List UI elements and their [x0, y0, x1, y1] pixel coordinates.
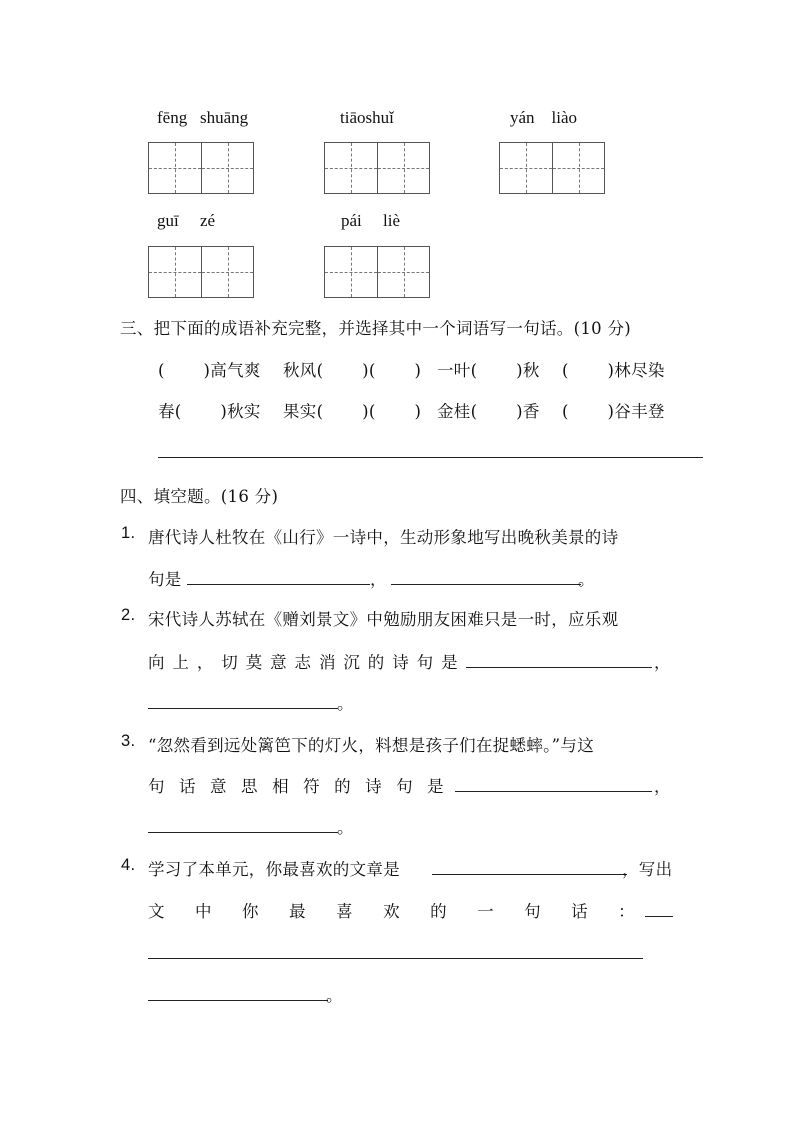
comma: ，: [654, 777, 671, 796]
char: 的: [430, 902, 447, 921]
char: 文: [148, 902, 165, 921]
grid-cell[interactable]: [552, 143, 604, 193]
pinyin-pai-lie: pái liè: [341, 211, 401, 230]
comma: ，: [370, 570, 387, 589]
char: ：: [618, 902, 635, 921]
char: 向: [148, 653, 165, 672]
question-number: 2.: [121, 606, 136, 624]
char: 你: [242, 902, 259, 921]
char: 切: [221, 653, 239, 672]
char: 诗: [392, 653, 410, 672]
grid-cell[interactable]: [149, 143, 201, 193]
grid-cell[interactable]: [149, 247, 201, 297]
grid-cell[interactable]: [377, 247, 429, 297]
period: 。: [337, 694, 354, 713]
idiom-item[interactable]: ( )高气爽: [158, 361, 261, 380]
answer-grid-5[interactable]: [324, 246, 430, 298]
question-number: 3.: [121, 732, 136, 750]
answer-grid-3[interactable]: [499, 142, 605, 194]
char: 符: [303, 777, 320, 796]
q4-suffix: ，写出: [622, 860, 673, 879]
char: 话: [571, 902, 588, 921]
char: 的: [367, 653, 385, 672]
grid-cell[interactable]: [377, 143, 429, 193]
char: 意: [210, 777, 227, 796]
char: 相: [272, 777, 289, 796]
q2-blank-2[interactable]: [148, 708, 338, 709]
idiom-item[interactable]: 春( )秋实: [158, 402, 261, 421]
q2-blank-1[interactable]: [466, 667, 652, 668]
idiom-item[interactable]: 果实( )( ): [283, 402, 422, 421]
period: 。: [337, 818, 354, 837]
q4-line2: [148, 898, 635, 922]
period: 。: [578, 570, 595, 589]
char: ，: [196, 653, 214, 672]
char: 莫: [245, 653, 263, 672]
char: 喜: [336, 902, 353, 921]
comma: ，: [654, 653, 671, 672]
char: 上: [172, 653, 190, 672]
grid-cell[interactable]: [325, 247, 377, 297]
char: 句: [524, 902, 541, 921]
char: 思: [241, 777, 258, 796]
char: 意: [270, 653, 287, 672]
q4-blank-2[interactable]: [148, 958, 643, 959]
char: 句: [396, 777, 413, 796]
pinyin-gui-ze: guī zé: [157, 211, 216, 230]
char: 欢: [383, 902, 400, 921]
char: 句: [148, 777, 165, 796]
answer-grid-4[interactable]: [148, 246, 254, 298]
idiom-item[interactable]: ( )谷丰登: [562, 402, 665, 421]
q1-blank-1[interactable]: [187, 584, 370, 585]
char: 最: [289, 902, 306, 921]
sentence-answer-line[interactable]: [158, 457, 703, 458]
q3-text: “忽然看到远处篱笆下的灯火，料想是孩子们在捉蟋蟀。”与这: [148, 736, 595, 755]
grid-cell[interactable]: [500, 143, 552, 193]
char: 志: [294, 653, 312, 672]
q4-prefix: 学习了本单元，你最喜欢的文章是: [148, 860, 400, 879]
char: 是: [427, 777, 444, 796]
question-number: 1.: [121, 524, 136, 542]
char: 沉: [343, 653, 361, 672]
q4-blank-1[interactable]: [645, 916, 673, 917]
idiom-item[interactable]: ( )林尽染: [562, 361, 665, 380]
q4-blank-title[interactable]: [432, 874, 627, 875]
q2-text: 宋代诗人苏轼在《赠刘景文》中勉励朋友困难只是一时，应乐观: [148, 610, 619, 629]
q1-text: 唐代诗人杜牧在《山行》一诗中，生动形象地写出晚秋美景的诗: [148, 528, 619, 547]
section3-title: 三、把下面的成语补充完整，并选择其中一个词语写一句话。(10 分): [120, 319, 632, 338]
idiom-item[interactable]: 一叶( )秋: [437, 361, 540, 380]
idiom-item[interactable]: 金桂( )香: [437, 402, 540, 421]
q3-blank-1[interactable]: [455, 791, 652, 792]
char: 是: [441, 653, 458, 672]
answer-grid-1[interactable]: [148, 142, 254, 194]
q2-line2: [148, 649, 458, 673]
pinyin-tiao-shui: tiāoshuǐ: [340, 108, 394, 127]
question-number: 4.: [121, 856, 136, 874]
char: 中: [195, 902, 212, 921]
grid-cell[interactable]: [201, 143, 253, 193]
char: 诗: [365, 777, 382, 796]
q3-blank-2[interactable]: [148, 832, 338, 833]
char: 句: [416, 653, 434, 672]
q1-prefix: 句是: [148, 570, 182, 589]
char: 一: [477, 902, 494, 921]
char: 的: [334, 777, 351, 796]
answer-grid-2[interactable]: [324, 142, 430, 194]
pinyin-feng-shuang: fēng shuāng: [157, 108, 249, 127]
q3-line2: [148, 773, 444, 797]
pinyin-yan-liao: yán liào: [510, 108, 578, 127]
grid-cell[interactable]: [325, 143, 377, 193]
q1-blank-2[interactable]: [391, 584, 581, 585]
char: 话: [179, 777, 196, 796]
section4-title: 四、填空题。(16 分): [120, 487, 279, 506]
char: 消: [318, 653, 336, 672]
idiom-item[interactable]: 秋风( )( ): [283, 361, 422, 380]
period: 。: [326, 986, 343, 1005]
grid-cell[interactable]: [201, 247, 253, 297]
q4-blank-3[interactable]: [148, 1000, 328, 1001]
